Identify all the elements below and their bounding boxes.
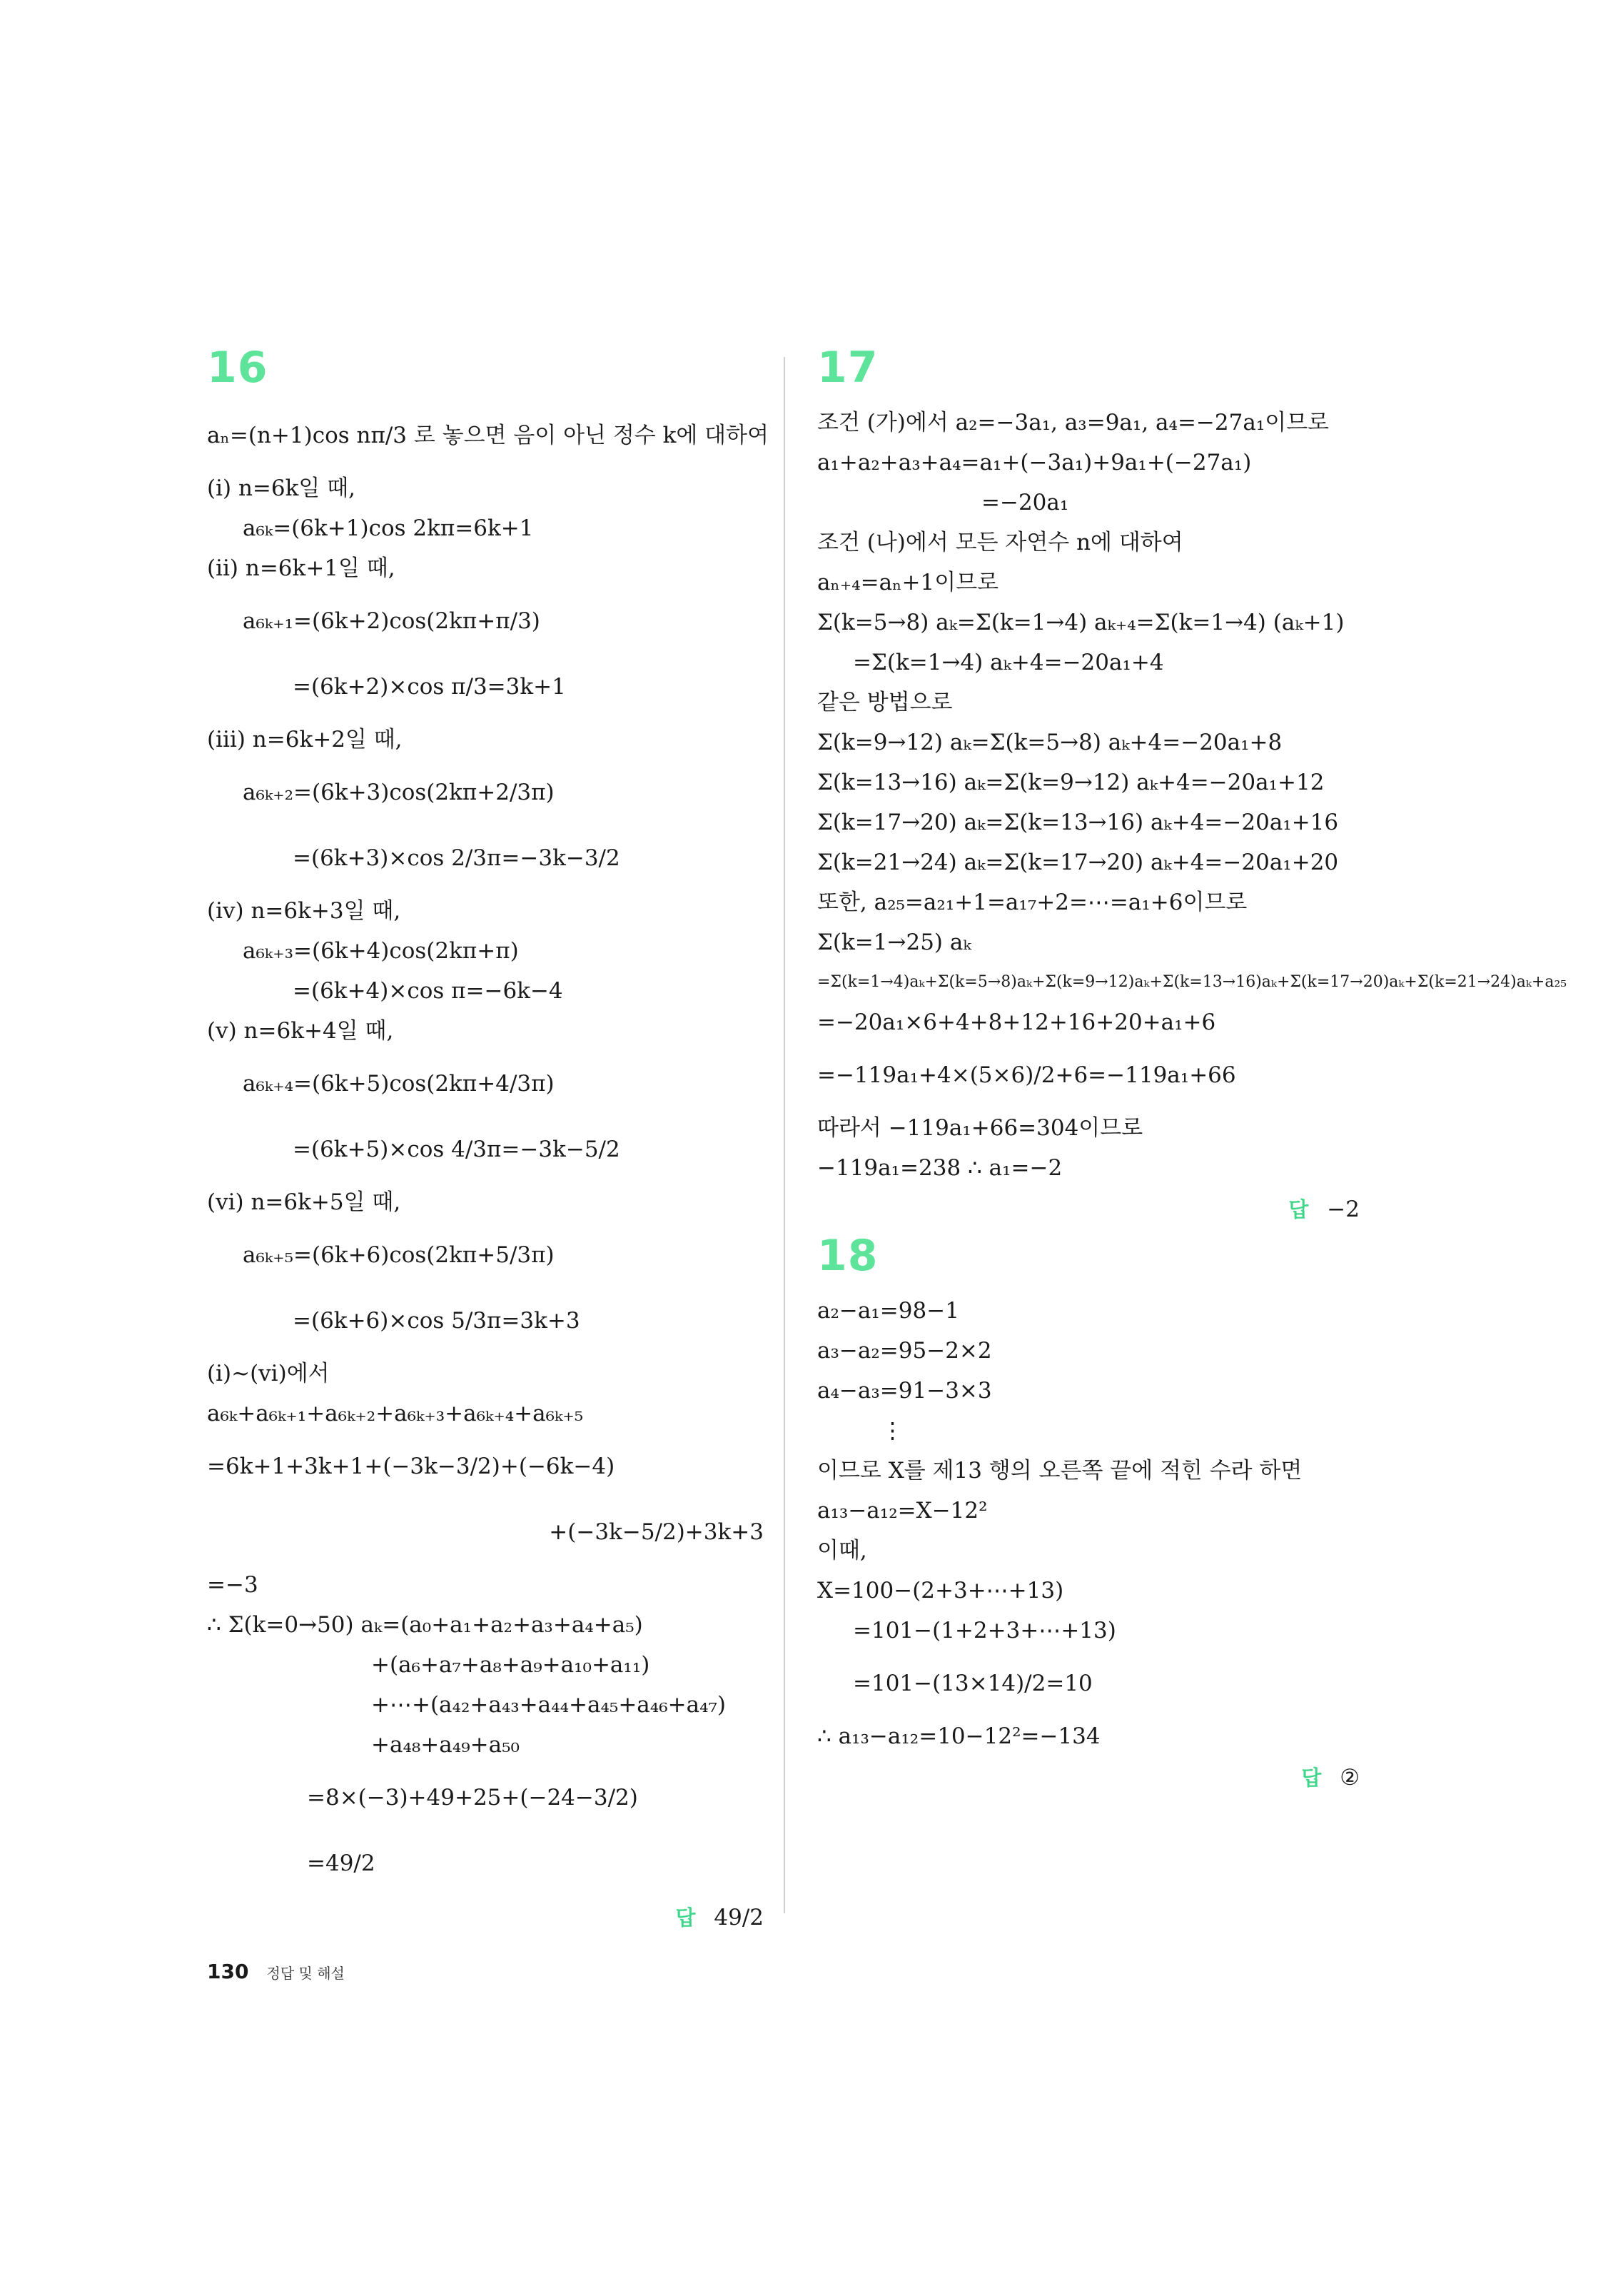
solution-line: ∴ Σ(k=0→50) aₖ=(a₀+a₁+a₂+a₃+a₄+a₅) <box>207 1612 643 1638</box>
right-column <box>817 343 1567 1799</box>
solution-line: a₃−a₂=95−2×2 <box>817 1338 992 1364</box>
solution-line: =−20a₁ <box>981 490 1069 515</box>
solution-line: (ⅰ)~(ⅵ)에서 <box>207 1361 330 1386</box>
solution-line: X=100−(2+3+⋯+13) <box>817 1578 1064 1603</box>
solution-line: =Σ(k=1→4) aₖ+4=−20a₁+4 <box>853 650 1164 675</box>
solution-line: a₆ₖ₊₃=(6k+4)cos(2kπ+π) <box>243 938 519 964</box>
solution-line: 조건 (나)에서 모든 자연수 n에 대하여 <box>817 530 1183 555</box>
solution-line: 이때, <box>817 1538 867 1564</box>
page-footer <box>207 1960 345 1983</box>
solution-line: +⋯+(a₄₂+a₄₃+a₄₄+a₄₅+a₄₆+a₄₇) <box>371 1692 727 1718</box>
answer-16 <box>207 1896 764 1939</box>
solution-line: =Σ(k=1→4)aₖ+Σ(k=5→8)aₖ+Σ(k=9→12)aₖ+Σ(k=13→16)aₖ+Σ(k=17→20)aₖ+Σ(k=21→24)aₖ+a₂₅ <box>817 973 1567 991</box>
page-section-label: 정답 및 해설 <box>266 1965 345 1982</box>
solution-line: a₁₃−a₁₂=X−12² <box>817 1498 988 1524</box>
solution-line: a₆ₖ+a₆ₖ₊₁+a₆ₖ₊₂+a₆ₖ₊₃+a₆ₖ₊₄+a₆ₖ₊₅ <box>207 1401 584 1426</box>
solution-line: a₆ₖ₊₄=(6k+5)cos(2kπ+4/3π) <box>243 1071 555 1097</box>
solution-line: =101−(13×14)/2=10 <box>853 1671 1093 1696</box>
problem-number-16: 16 <box>207 343 268 393</box>
solution-line: Σ(k=13→16) aₖ=Σ(k=9→12) aₖ+4=−20a₁+12 <box>817 770 1325 795</box>
solution-line: 조건 (가)에서 a₂=−3a₁, a₃=9a₁, a₄=−27a₁이므로 <box>817 410 1330 435</box>
solution-line: =6k+1+3k+1+(−3k−3/2)+(−6k−4) <box>207 1454 615 1479</box>
solution-line: a₆ₖ₊₁=(6k+2)cos(2kπ+π/3) <box>243 608 540 634</box>
solution-line: 또한, a₂₅=a₂₁+1=a₁₇+2=⋯=a₁+6이므로 <box>817 890 1248 915</box>
solution-line: −119a₁=238 ∴ a₁=−2 <box>817 1155 1063 1181</box>
solution-line: (ⅱ) n=6k+1일 때, <box>207 555 395 581</box>
solution-line: (ⅰ) n=6k일 때, <box>207 475 356 501</box>
solution-line: Σ(k=9→12) aₖ=Σ(k=5→8) aₖ+4=−20a₁+8 <box>817 730 1283 755</box>
answer-value: −2 <box>1327 1197 1360 1222</box>
solution-line: +a₄₈+a₄₉+a₅₀ <box>371 1732 520 1758</box>
solution-line: a₁+a₂+a₃+a₄=a₁+(−3a₁)+9a₁+(−27a₁) <box>817 450 1252 475</box>
solution-line: Σ(k=5→8) aₖ=Σ(k=1→4) aₖ₊₄=Σ(k=1→4) (aₖ+1) <box>817 610 1345 635</box>
answer-label: 답 <box>1301 1766 1322 1790</box>
solution-line: =(6k+3)×cos 2/3π=−3k−3/2 <box>293 845 620 871</box>
answer-label: 답 <box>1288 1197 1309 1222</box>
solution-line: =101−(1+2+3+⋯+13) <box>853 1618 1116 1643</box>
solution-line: a₂−a₁=98−1 <box>817 1298 959 1324</box>
answer-label: 답 <box>675 1905 696 1930</box>
solution-line: Σ(k=21→24) aₖ=Σ(k=17→20) aₖ+4=−20a₁+20 <box>817 850 1339 875</box>
solution-line: ⋮ <box>881 1418 904 1444</box>
solution-line: a₆ₖ₊₅=(6k+6)cos(2kπ+5/3π) <box>243 1242 555 1268</box>
solution-line: =−3 <box>207 1572 258 1598</box>
left-column <box>207 343 769 1939</box>
column-divider <box>784 357 785 1913</box>
solution-line: aₙ=(n+1)cos nπ/3 로 놓으면 음이 아닌 정수 k에 대하여 <box>207 423 769 448</box>
solution-line: (ⅳ) n=6k+3일 때, <box>207 898 401 924</box>
solution-line: =(6k+6)×cos 5/3π=3k+3 <box>293 1308 580 1334</box>
solution-line: (ⅵ) n=6k+5일 때, <box>207 1189 401 1215</box>
solution-line: =−20a₁×6+4+8+12+16+20+a₁+6 <box>817 1009 1216 1035</box>
solution-line: a₆ₖ=(6k+1)cos 2kπ=6k+1 <box>243 515 534 541</box>
solution-line: (ⅴ) n=6k+4일 때, <box>207 1018 394 1044</box>
answer-18 <box>817 1756 1360 1799</box>
answer-17 <box>817 1188 1360 1231</box>
solution-line: a₄−a₃=91−3×3 <box>817 1378 992 1404</box>
solution-line: 따라서 −119a₁+66=304이므로 <box>817 1115 1143 1141</box>
solution-line: =49/2 <box>307 1851 375 1876</box>
solution-line: =8×(−3)+49+25+(−24−3/2) <box>307 1785 638 1811</box>
problem-number-17: 17 <box>817 343 879 393</box>
solution-line: =(6k+2)×cos π/3=3k+1 <box>293 674 566 700</box>
problem-number-18: 18 <box>817 1231 879 1281</box>
solution-line: (ⅲ) n=6k+2일 때, <box>207 727 403 752</box>
solution-line: 같은 방법으로 <box>817 690 953 715</box>
solution-line: +(a₆+a₇+a₈+a₉+a₁₀+a₁₁) <box>371 1652 650 1678</box>
solution-line: =−119a₁+4×(5×6)/2+6=−119a₁+66 <box>817 1062 1236 1088</box>
page-number: 130 <box>207 1960 249 1983</box>
solution-line: Σ(k=17→20) aₖ=Σ(k=13→16) aₖ+4=−20a₁+16 <box>817 810 1339 835</box>
answer-value: ② <box>1340 1765 1360 1791</box>
answer-value: 49/2 <box>714 1905 764 1930</box>
solution-line: a₆ₖ₊₂=(6k+3)cos(2kπ+2/3π) <box>243 780 555 805</box>
solution-line: 이므로 X를 제13 행의 오른쪽 끝에 적힌 수라 하면 <box>817 1458 1303 1484</box>
solution-line: ∴ a₁₃−a₁₂=10−12²=−134 <box>817 1723 1101 1749</box>
solution-line: =(6k+4)×cos π=−6k−4 <box>293 978 563 1004</box>
solution-line: Σ(k=1→25) aₖ <box>817 930 971 955</box>
solution-line: aₙ₊₄=aₙ+1이므로 <box>817 570 999 595</box>
solution-line: +(−3k−5/2)+3k+3 <box>549 1519 764 1545</box>
solution-line: =(6k+5)×cos 4/3π=−3k−5/2 <box>293 1137 620 1162</box>
